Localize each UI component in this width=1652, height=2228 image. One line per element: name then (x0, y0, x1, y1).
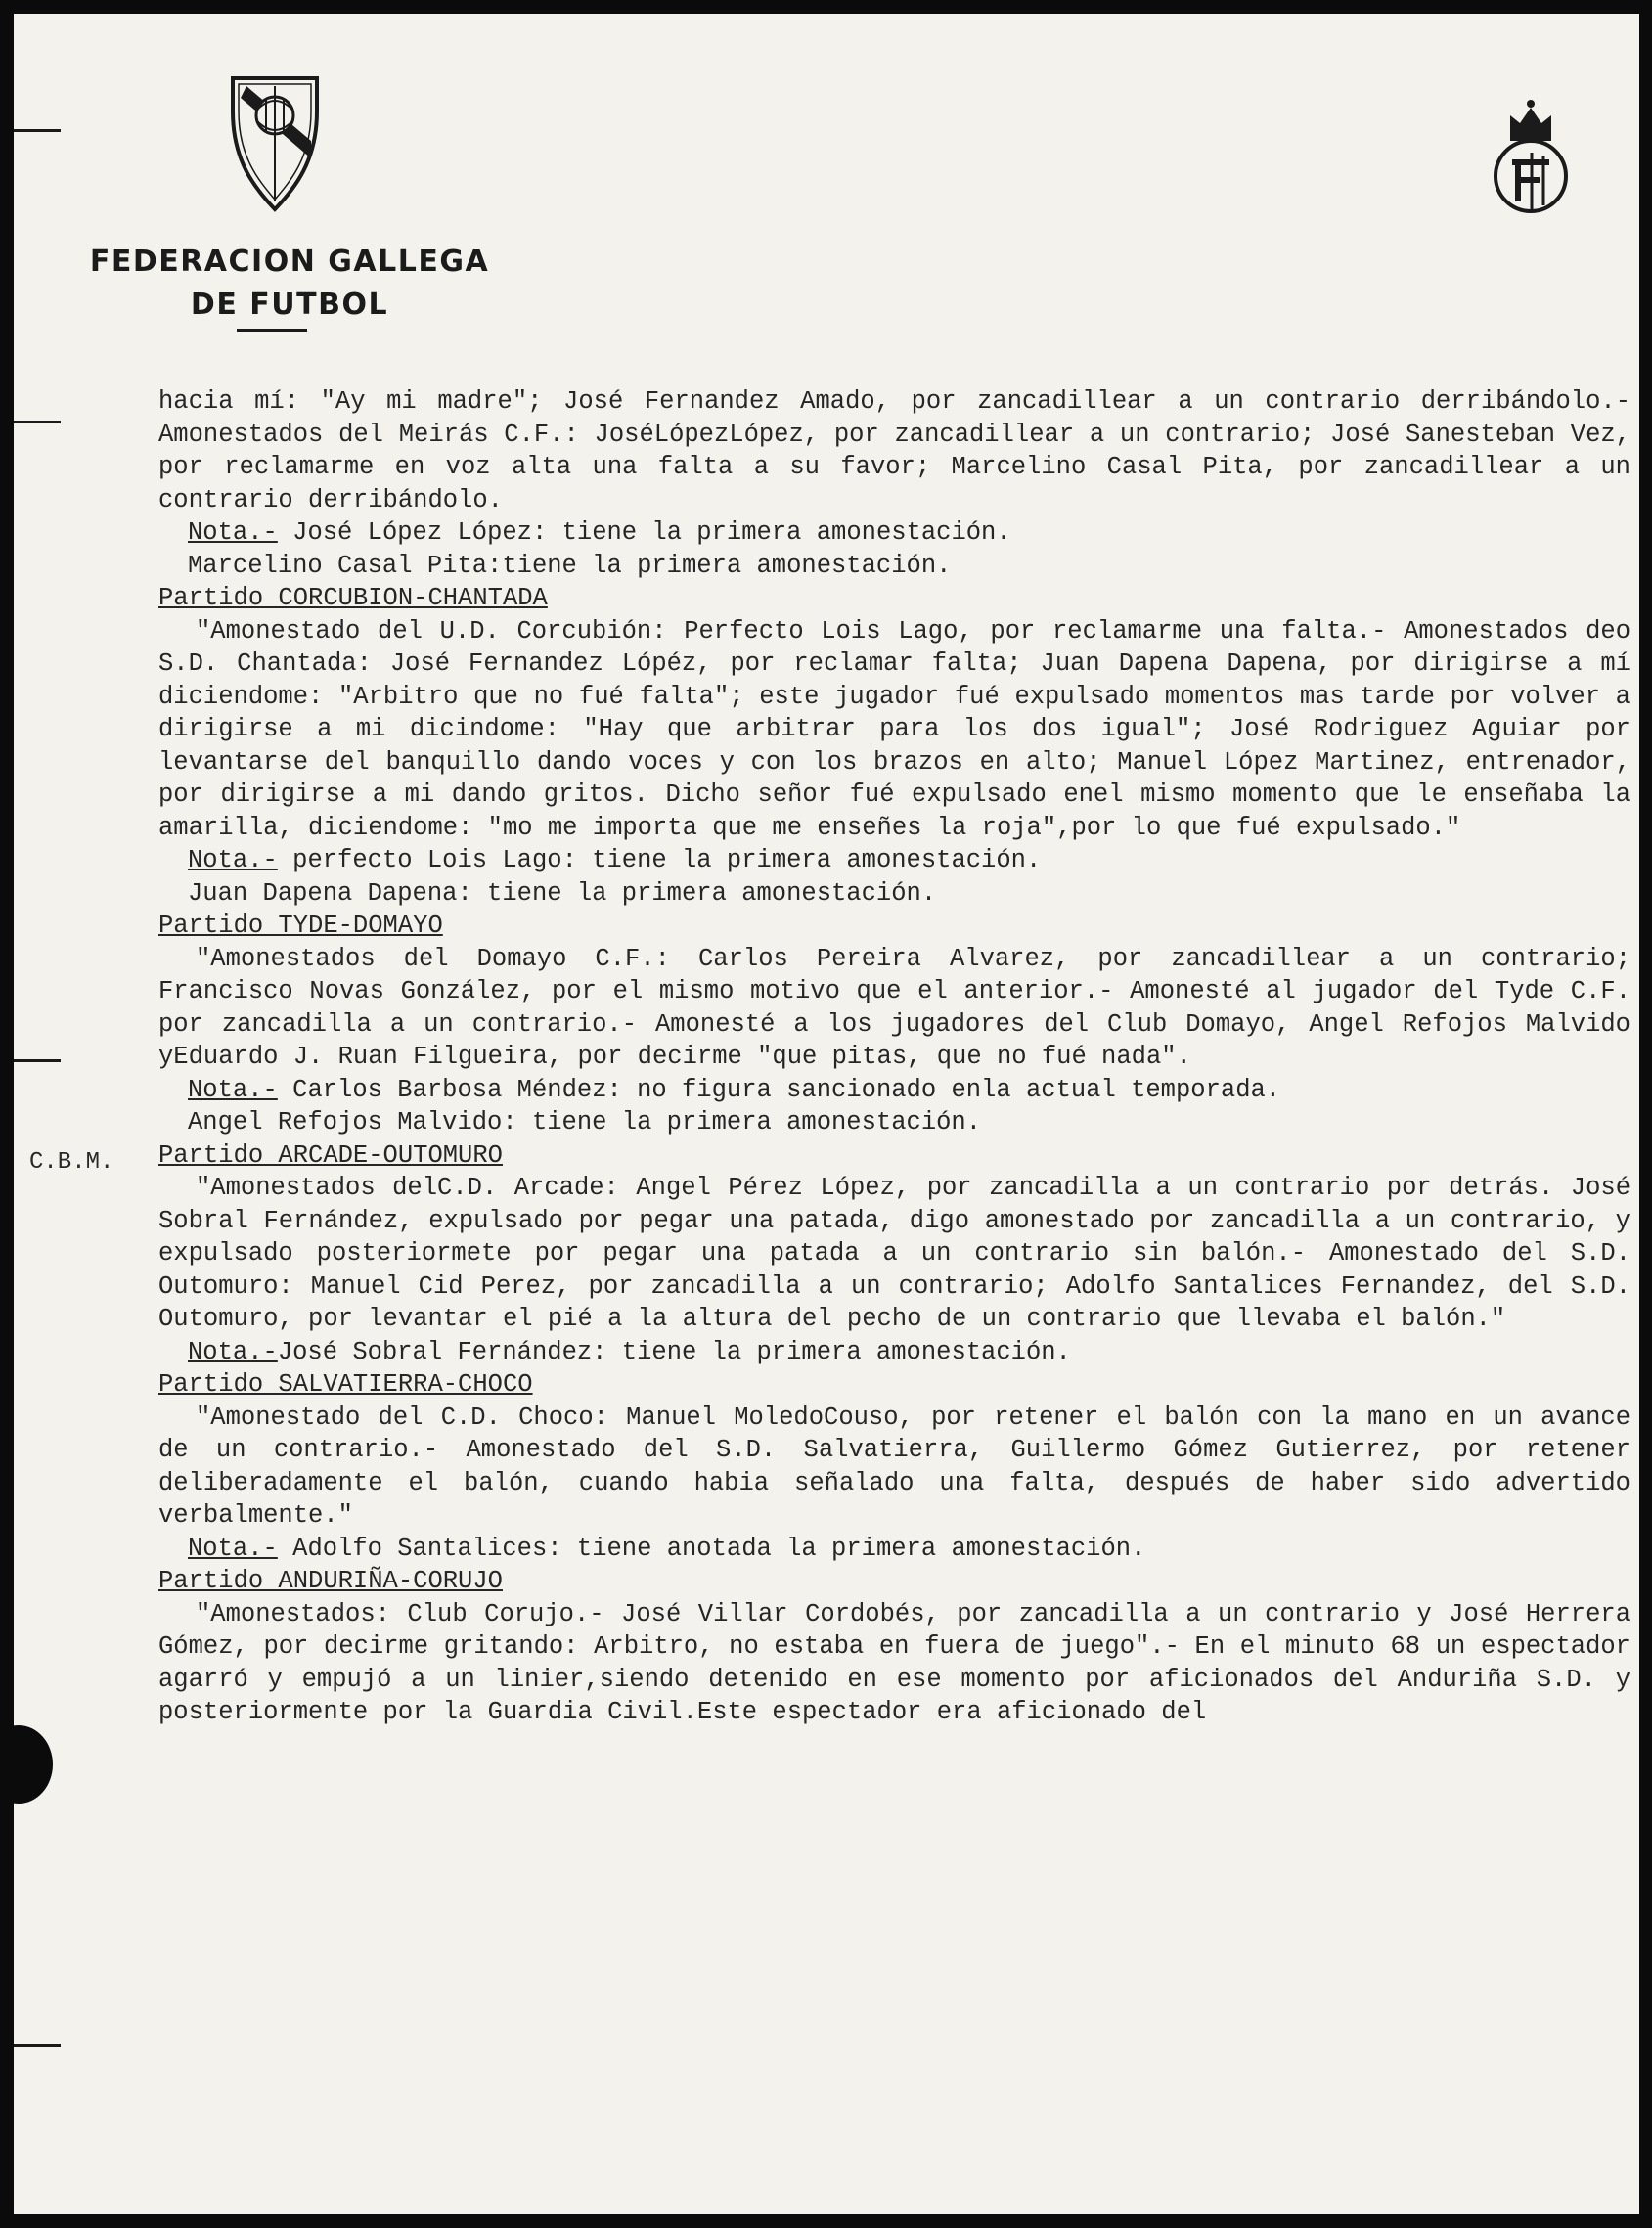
nota-line (158, 877, 1630, 911)
match-title: Partido CORCUBION-CHANTADA (158, 584, 548, 612)
match-report: "Amonestados del Domayo C.F.: Carlos Pereira Alvarez, por zancadillear a un contrario; Francisco Novas González, por el mismo motivo que el anterior.- Amonesté al jugador del Tyde C.F. por zancadilla a un contrario.- Amonesté a los jugadores del Club Domayo, Angel Refojos Malvido yEduardo J. Ruan Filgueira, por decirme "que pitas, que no fué nada". (158, 944, 1630, 1071)
document-body (158, 385, 1630, 1729)
nota-label: Nota.- (188, 518, 278, 547)
nota-text: perfecto Lois Lago: tiene la primera amonestación. (292, 846, 1042, 874)
binding-hole-mark (14, 2044, 61, 2047)
nota-line (158, 1533, 1630, 1566)
binding-hole-mark (14, 1059, 61, 1062)
nota-label: Nota.- (188, 1075, 278, 1104)
intro-paragraph: hacia mí: "Ay mi madre"; José Fernandez Amado, por zancadillear a un contrario derribándolo.- Amonestados del Meirás C.F.: JoséLópezLópez, por zancadillear a un contrario; José Sanesteban Vez, por reclamarme en voz alta una falta a su favor; Marcelino Casal Pita, por zancadillear a un contrario derribándolo. (158, 387, 1630, 514)
org-line-1: FEDERACION GALLEGA (89, 245, 490, 279)
org-underline (237, 329, 307, 332)
galician-federation-crest-icon (227, 72, 323, 215)
binding-hole-mark (14, 421, 61, 423)
nota-line (158, 1336, 1630, 1369)
binding-punch-hole (14, 1725, 53, 1804)
match-report: "Amonestados delC.D. Arcade: Angel Pérez López, por zancadilla a un contrario por detrás. José Sobral Fernández, expulsado por pegar una patada, digo amonestado por zancadilla a un contrario, y expulsado posteriormete por pegar una patada a un contrario sin balón.- Amonestado del S.D. Outomuro: Manuel Cid Perez, por zancadilla a un contrario; Adolfo Santalices Fernandez, del S.D. Outomuro, por levantar el pié a la altura del pecho de un contrario que llevaba el balón." (158, 1174, 1630, 1333)
document-page (14, 14, 1639, 2214)
match-title: Partido ANDURIÑA-CORUJO (158, 1567, 503, 1595)
nota-label: Nota.- (188, 1337, 278, 1366)
nota-text: José Sobral Fernández: tiene la primera amonestación. (277, 1337, 1071, 1366)
nota-line (158, 844, 1630, 877)
nota-text: Marcelino Casal Pita:tiene la primera amonestación. (188, 551, 952, 580)
org-line-2: DE FUTBOL (190, 288, 389, 322)
match-report: "Amonestados: Club Corujo.- José Villar Cordobés, por zancadilla a un contrario y José Herrera Gómez, por decirme gritando: Arbitro, no estaba en fuera de juego".- En el minuto 68 un espectador agarró y empujó a un linier,siendo detenido en ese momento por aficionados del Anduriña S.D. y posteriormente por la Guardia Civil.Este espectador era aficionado del (158, 1599, 1630, 1726)
organization-name (74, 241, 505, 327)
match-title: Partido TYDE-DOMAYO (158, 912, 443, 940)
nota-text: Carlos Barbosa Méndez: no figura sancionado enla actual temporada. (292, 1075, 1281, 1104)
match-title: Partido ARCADE-OUTOMURO (158, 1140, 503, 1170)
match-title: Partido SALVATIERRA-CHOCO (158, 1370, 533, 1399)
nota-text: José López López: tiene la primera amonestación. (292, 518, 1011, 547)
nota-label: Nota.- (188, 846, 278, 874)
nota-text: Juan Dapena Dapena: tiene la primera amonestación. (188, 878, 937, 908)
nota-text: Adolfo Santalices: tiene anotada la primera amonestación. (292, 1534, 1146, 1563)
match-report: "Amonestado del C.D. Choco: Manuel MoledoCouso, por retener el balón con la mano en un avance de un contrario.- Amonestado del S.D. Salvatierra, Guillermo Gómez Gutierrez, por retener deliberadamente el balón, cuando habia señalado una falta, después de haber sido advertido verbalmente." (158, 1403, 1630, 1530)
nota-text: Angel Refojos Malvido: tiene la primera amonestación. (188, 1108, 982, 1136)
match-report: "Amonestado del U.D. Corcubión: Perfecto Lois Lago, por reclamarme una falta.- Amonestados deo S.D. Chantada: José Fernandez Lópéz, por reclamar falta; Juan Dapena Dapena, por dirigirse a mí diciendome: "Arbitro que no fué falta"; este jugador fué expulsado momentos mas tarde por volver a dirigirse a mi dicindome: "Hay que arbitrar para los dos igual"; José Rodriguez Aguiar por levantarse del banquillo dando voces y con los brazos en alto; Manuel López Martinez, entrenador, por dirigirse a mi dando gritos. Dicho señor fué expulsado enel mismo momento que le enseñaba la amarilla, diciendome: "mo me importa que me enseñes la roja",por lo que fué expulsado." (158, 616, 1630, 842)
royal-spanish-federation-crest-icon (1489, 94, 1573, 221)
nota-line (158, 516, 1630, 550)
nota-line (158, 1106, 1630, 1139)
nota-line (158, 1074, 1630, 1107)
binding-hole-mark (14, 129, 61, 132)
margin-note: C.B.M. (29, 1149, 114, 1176)
nota-line (158, 550, 1630, 583)
nota-label: Nota.- (188, 1534, 278, 1563)
